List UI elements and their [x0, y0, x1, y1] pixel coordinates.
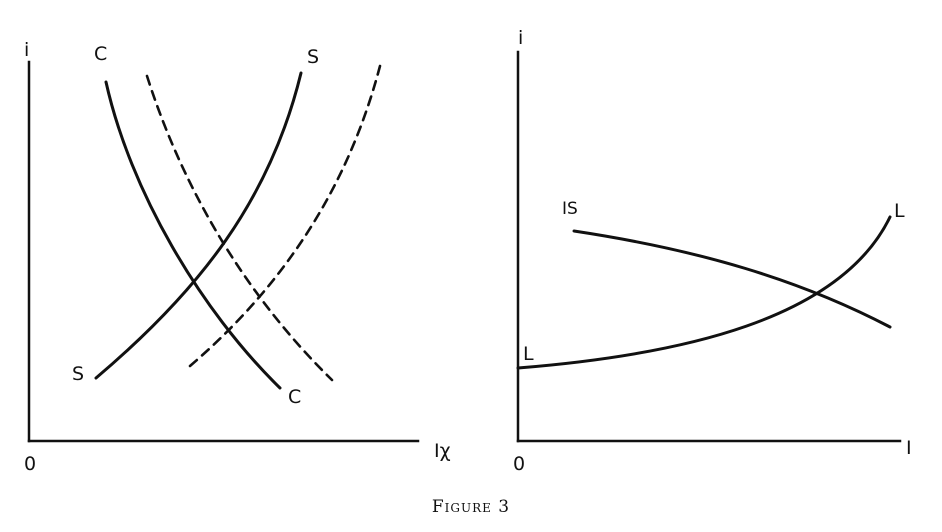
- right-ll-curve-label-left: L: [523, 343, 534, 365]
- figure-caption: Figure 3: [431, 497, 511, 517]
- left-ss-solid-curve: [96, 73, 301, 378]
- right-ll-curve: [518, 217, 890, 368]
- right-is-curve: [574, 231, 890, 327]
- right-x-axis-label: I: [906, 437, 912, 459]
- left-panel: [24, 39, 451, 475]
- left-cc-solid-curve: [106, 82, 280, 388]
- left-cc-solid-label-top: C: [94, 43, 108, 65]
- left-cc-dashed-curve: [147, 76, 332, 380]
- left-ss-solid-label-bottom: S: [72, 363, 85, 385]
- right-is-curve-label: IS: [562, 199, 578, 219]
- left-ss-solid-label-top: S: [307, 46, 320, 68]
- left-ss-dashed-curve: [190, 66, 380, 366]
- left-y-axis-label: i: [24, 39, 30, 61]
- right-origin-label: 0: [513, 453, 526, 475]
- left-cc-solid-label-bottom: C: [288, 386, 302, 408]
- right-y-axis-label: i: [518, 27, 524, 49]
- right-panel: [513, 27, 912, 475]
- left-x-axis-label: Iχ: [434, 440, 451, 462]
- right-ll-curve-label-right: L: [894, 200, 905, 222]
- left-origin-label: 0: [24, 453, 37, 475]
